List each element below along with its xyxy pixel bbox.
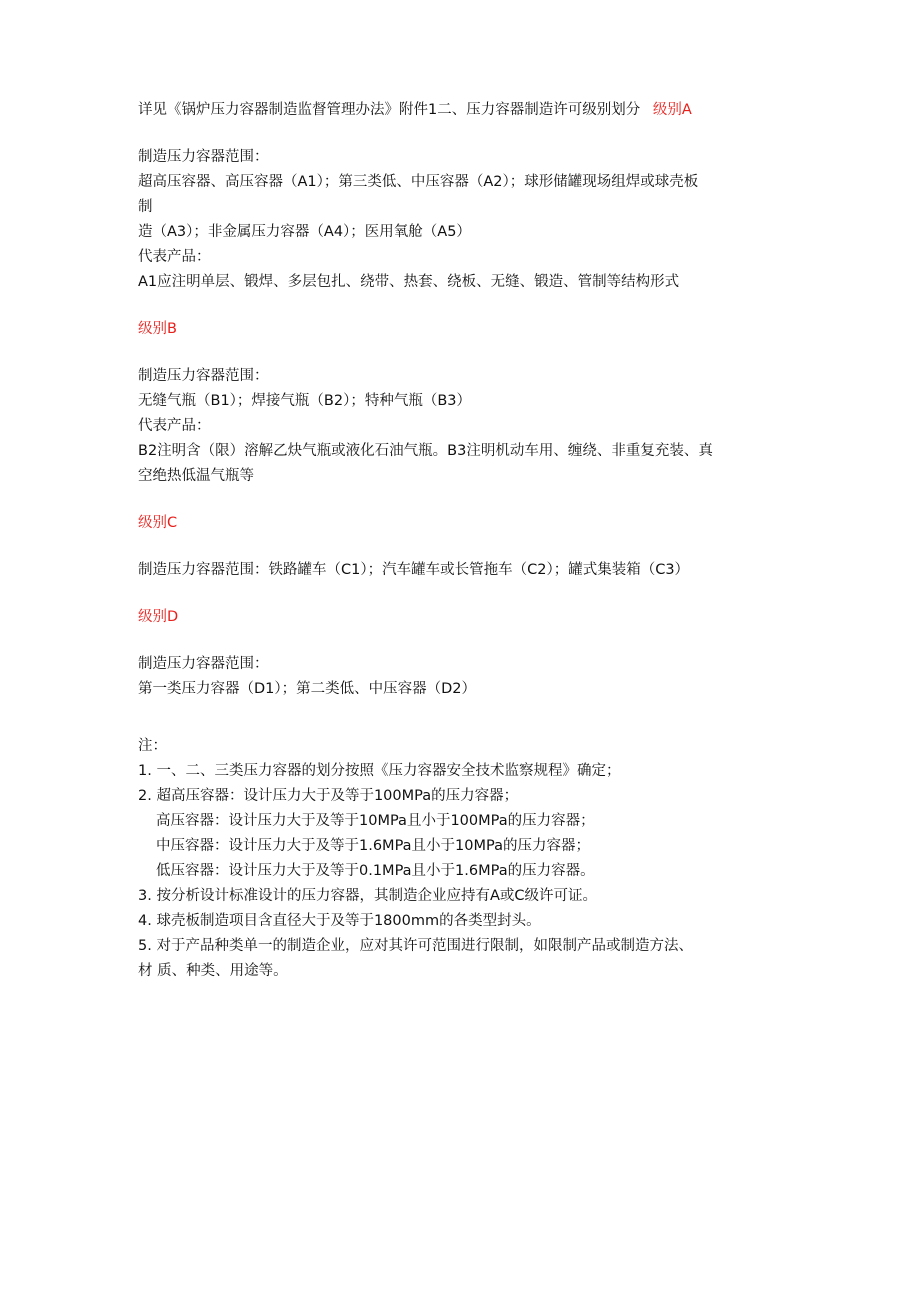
level-a-heading: 级别A <box>652 102 692 118</box>
note-1: 1. 一、二、三类压力容器的划分按照《压力容器安全技术监察规程》确定； <box>138 763 621 779</box>
level-a-scope-line1: 超高压容器、高压容器（A1）；第三类低、中压容器（A2）；球形储罐现场组焊或球壳板 <box>138 174 699 190</box>
level-a-products-label: 代表产品： <box>138 249 211 265</box>
level-b-scope-label: 制造压力容器范围： <box>138 368 269 384</box>
level-b-products-line1: B2注明含（限）溶解乙炔气瓶或液化石油气瓶。B3注明机动车用、缠绕、非重复充装、真 <box>138 443 713 459</box>
level-a-scope-line2: 制 <box>138 199 153 215</box>
note-2: 2. 超高压容器：设计压力大于及等于100MPa的压力容器； <box>138 788 519 804</box>
note-2-mid: 中压容器：设计压力大于及等于1.6MPa且小于10MPa的压力容器； <box>156 838 590 854</box>
note-5-line2: 材 质、种类、用途等。 <box>138 963 288 979</box>
level-d-scope-label: 制造压力容器范围： <box>138 656 269 672</box>
note-2-low: 低压容器：设计压力大于及等于0.1MPa且小于1.6MPa的压力容器。 <box>156 863 595 879</box>
level-b-heading: 级别B <box>138 321 177 337</box>
level-a-scope-line3: 造（A3）；非金属压力容器（A4）；医用氧舱（A5） <box>138 224 471 240</box>
notes-label: 注： <box>138 738 167 754</box>
level-b-scope-line1: 无缝气瓶（B1）；焊接气瓶（B2）；特种气瓶（B3） <box>138 393 472 409</box>
level-d-heading: 级别D <box>138 609 179 625</box>
level-a-products-line1: A1应注明单层、锻焊、多层包扎、绕带、热套、绕板、无缝、锻造、管制等结构形式 <box>138 274 680 290</box>
note-5-line1: 5. 对于产品种类单一的制造企业，应对其许可范围进行限制，如限制产品或制造方法、 <box>138 938 693 954</box>
document-body <box>138 98 788 984</box>
level-b-products-label: 代表产品： <box>138 418 211 434</box>
note-3: 3. 按分析设计标准设计的压力容器，其制造企业应持有A或C级许可证。 <box>138 888 597 904</box>
note-4: 4. 球壳板制造项目含直径大于及等于1800mm的各类型封头。 <box>138 913 541 929</box>
level-b-products-line2: 空绝热低温气瓶等 <box>138 468 254 484</box>
level-c-scope-line1: 制造压力容器范围：铁路罐车（C1）；汽车罐车或长管拖车（C2）；罐式集装箱（C3） <box>138 562 690 578</box>
level-c-heading: 级别C <box>138 515 178 531</box>
note-2-high: 高压容器：设计压力大于及等于10MPa且小于100MPa的压力容器； <box>156 813 595 829</box>
intro-line <box>138 98 788 123</box>
level-a-scope-label: 制造压力容器范围： <box>138 149 269 165</box>
intro-text: 详见《锅炉压力容器制造监督管理办法》附件1二、压力容器制造许可级别划分 <box>138 102 641 118</box>
level-d-scope-line1: 第一类压力容器（D1）；第二类低、中压容器（D2） <box>138 681 477 697</box>
